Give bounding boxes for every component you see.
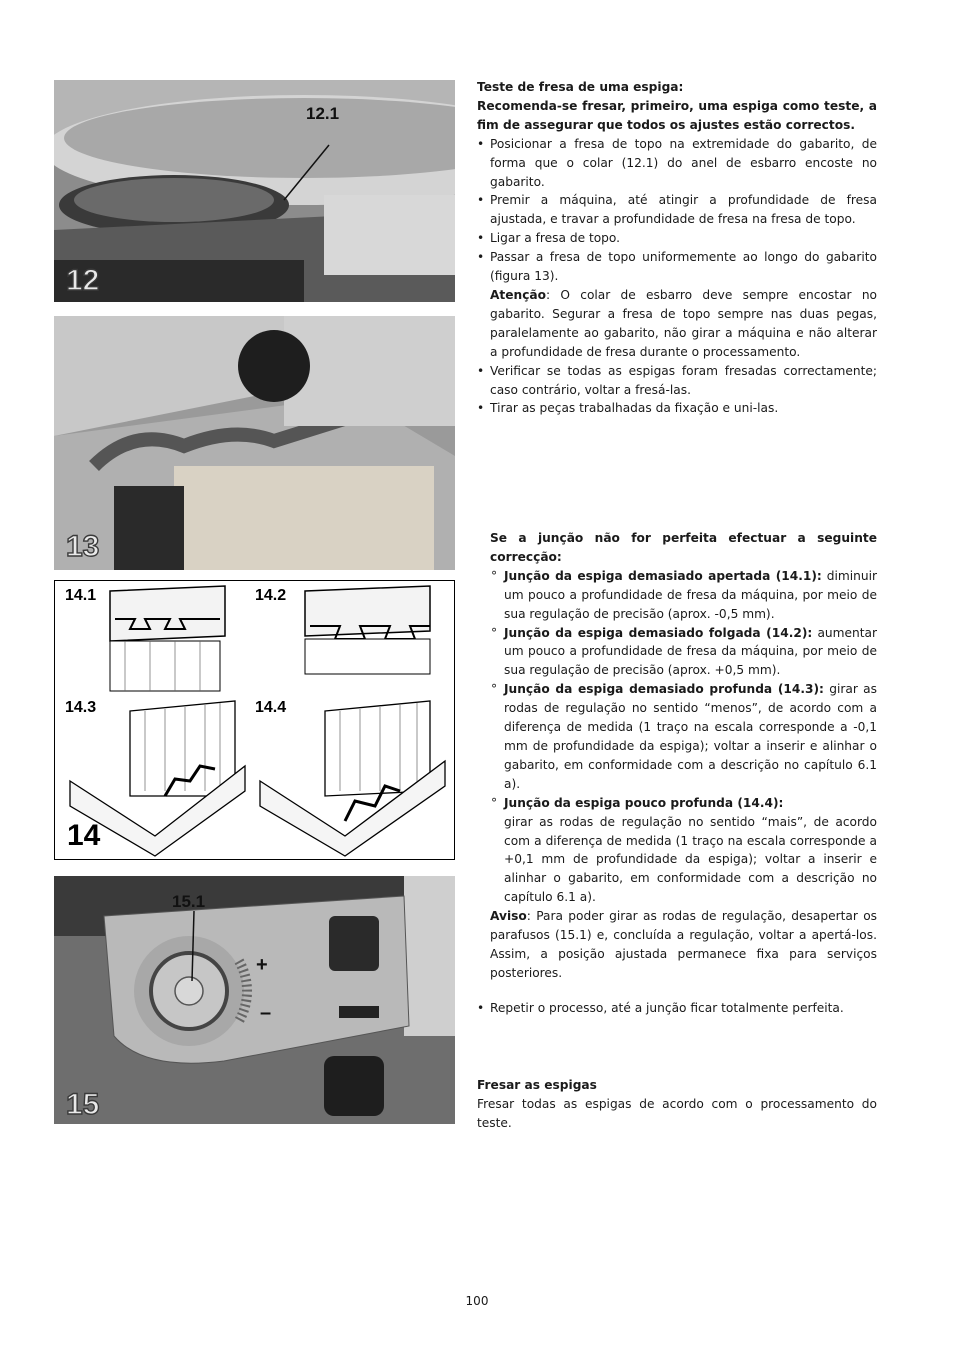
figure-15-callout: 15.1 bbox=[172, 892, 206, 911]
correction-section bbox=[477, 529, 877, 983]
list-item: • Premir a máquina, até atingir a profundidade de fresa ajustada, e travar a profundidade de fresa na fresa de topo. bbox=[477, 191, 877, 229]
correction-text: diminuir um pouco a profundidade de fresa da máquina, por meio de sua regulação de precisão (aprox. -0,5 mm). bbox=[504, 568, 877, 621]
mill-section-text: Fresar todas as espigas de acordo com o processamento do teste. bbox=[477, 1096, 877, 1130]
correction-text: aumentar um pouco a profundidade de fresa da máquina, por meio de sua regulação de precisão (aprox. +0,5 mm). bbox=[504, 625, 877, 678]
list-item: • Posicionar a fresa de topo na extremidade do gabarito, de forma que o colar (12.1) do anel de esbarro encoste no gabarito. bbox=[477, 135, 877, 192]
figure-14-drawing bbox=[54, 580, 455, 860]
figure-12-photo bbox=[54, 80, 455, 302]
attention-text: : O colar de esbarro deve sempre encostar no gabarito. Segurar a fresa de topo sempre nas duas pegas, paralelamente ao gabarito, não girar a máquina e não alterar a profundidade de fresa durante o processamento. bbox=[490, 287, 877, 359]
figure-14-number: 14 bbox=[67, 819, 101, 852]
figure-14-3-label: 14.3 bbox=[65, 699, 97, 716]
page-number: 100 bbox=[465, 1294, 489, 1308]
figure-15-photo bbox=[54, 876, 455, 1124]
figure-12-number: 12 bbox=[66, 264, 100, 297]
figure-14-4-label: 14.4 bbox=[255, 699, 287, 716]
list-item: • Tirar as peças trabalhadas da fixação e uni-las. bbox=[477, 399, 877, 418]
test-section-intro: Recomenda-se fresar, primeiro, uma espiga como teste, a fim de assegurar que todos os ajustes estão correctos. bbox=[477, 98, 877, 132]
figure-14-1-label: 14.1 bbox=[65, 587, 97, 604]
correction-label: Junção da espiga demasiado profunda (14.3): bbox=[504, 682, 824, 697]
correction-list bbox=[477, 567, 877, 907]
repeat-list bbox=[477, 999, 877, 1018]
figure-13-photo bbox=[54, 316, 455, 570]
figure-15-plus: + bbox=[256, 954, 268, 976]
notice-text: : Para poder girar as rodas de regulação, desapertar os parafusos (15.1) e, concluída a regulação, voltar a apertá-los. Assim, a posição ajustada permanece fixa para serviços posteriores. bbox=[490, 909, 877, 980]
test-section-title: Teste de fresa de uma espiga: bbox=[477, 80, 684, 94]
figure-14-2-label: 14.2 bbox=[255, 587, 287, 604]
figure-13-number: 13 bbox=[66, 530, 100, 563]
test-steps-list-2 bbox=[477, 362, 877, 419]
attention-note bbox=[477, 286, 877, 362]
correction-label: Junção da espiga demasiado apertada (14.1): bbox=[504, 568, 822, 583]
test-steps-list bbox=[477, 135, 877, 286]
list-item bbox=[477, 680, 877, 793]
list-item: • Repetir o processo, até a junção ficar totalmente perfeita. bbox=[477, 999, 877, 1018]
list-item: • Verificar se todas as espigas foram fresadas correctamente; caso contrário, voltar a fresá-las. bbox=[477, 362, 877, 400]
figure-12-callout: 12.1 bbox=[306, 104, 340, 123]
correction-label: Junção da espiga pouco profunda (14.4): bbox=[504, 795, 784, 810]
mill-section-title: Fresar as espigas bbox=[477, 1078, 597, 1092]
list-item bbox=[477, 567, 877, 624]
figure-15-minus: – bbox=[260, 1002, 272, 1024]
repeat-section bbox=[477, 999, 877, 1018]
figure-14-illustration bbox=[55, 581, 454, 859]
correction-label: Junção da espiga demasiado folgada (14.2): bbox=[504, 625, 813, 640]
list-item: • Passar a fresa de topo uniformemente ao longo do gabarito (figura 13). bbox=[477, 248, 877, 286]
list-item bbox=[477, 624, 877, 681]
notice-label: Aviso bbox=[490, 909, 527, 924]
figure-12-illustration bbox=[54, 80, 455, 302]
correction-title: Se a junção não for perfeita efectuar a seguinte correcção: bbox=[490, 531, 877, 564]
figure-15-number: 15 bbox=[66, 1088, 100, 1121]
correction-text: girar as rodas de regulação no sentido “mais”, de acordo com a diferença de medida (1 traço na escala corresponde a +0,1 mm de profundidade da espiga); voltar a inserir e alinhar o gabarito, em conformidade com a descrição no capítulo 6.1 a). bbox=[504, 814, 877, 905]
list-item: • Ligar a fresa de topo. bbox=[477, 229, 877, 248]
test-section bbox=[477, 78, 877, 418]
attention-label: Atenção bbox=[490, 287, 547, 302]
correction-text: girar as rodas de regulação no sentido “menos”, de acordo com a diferença de medida (1 traço na escala corresponde a -0,1 mm de profundidade da espiga); voltar a inserir e alinhar o gabarito, em conformidade com a descrição no capítulo 6.1 a). bbox=[504, 682, 877, 791]
figure-13-illustration bbox=[54, 316, 455, 570]
figure-15-illustration bbox=[54, 876, 455, 1124]
list-item bbox=[477, 794, 877, 907]
mill-section bbox=[477, 1076, 877, 1133]
notice-note bbox=[477, 907, 877, 983]
